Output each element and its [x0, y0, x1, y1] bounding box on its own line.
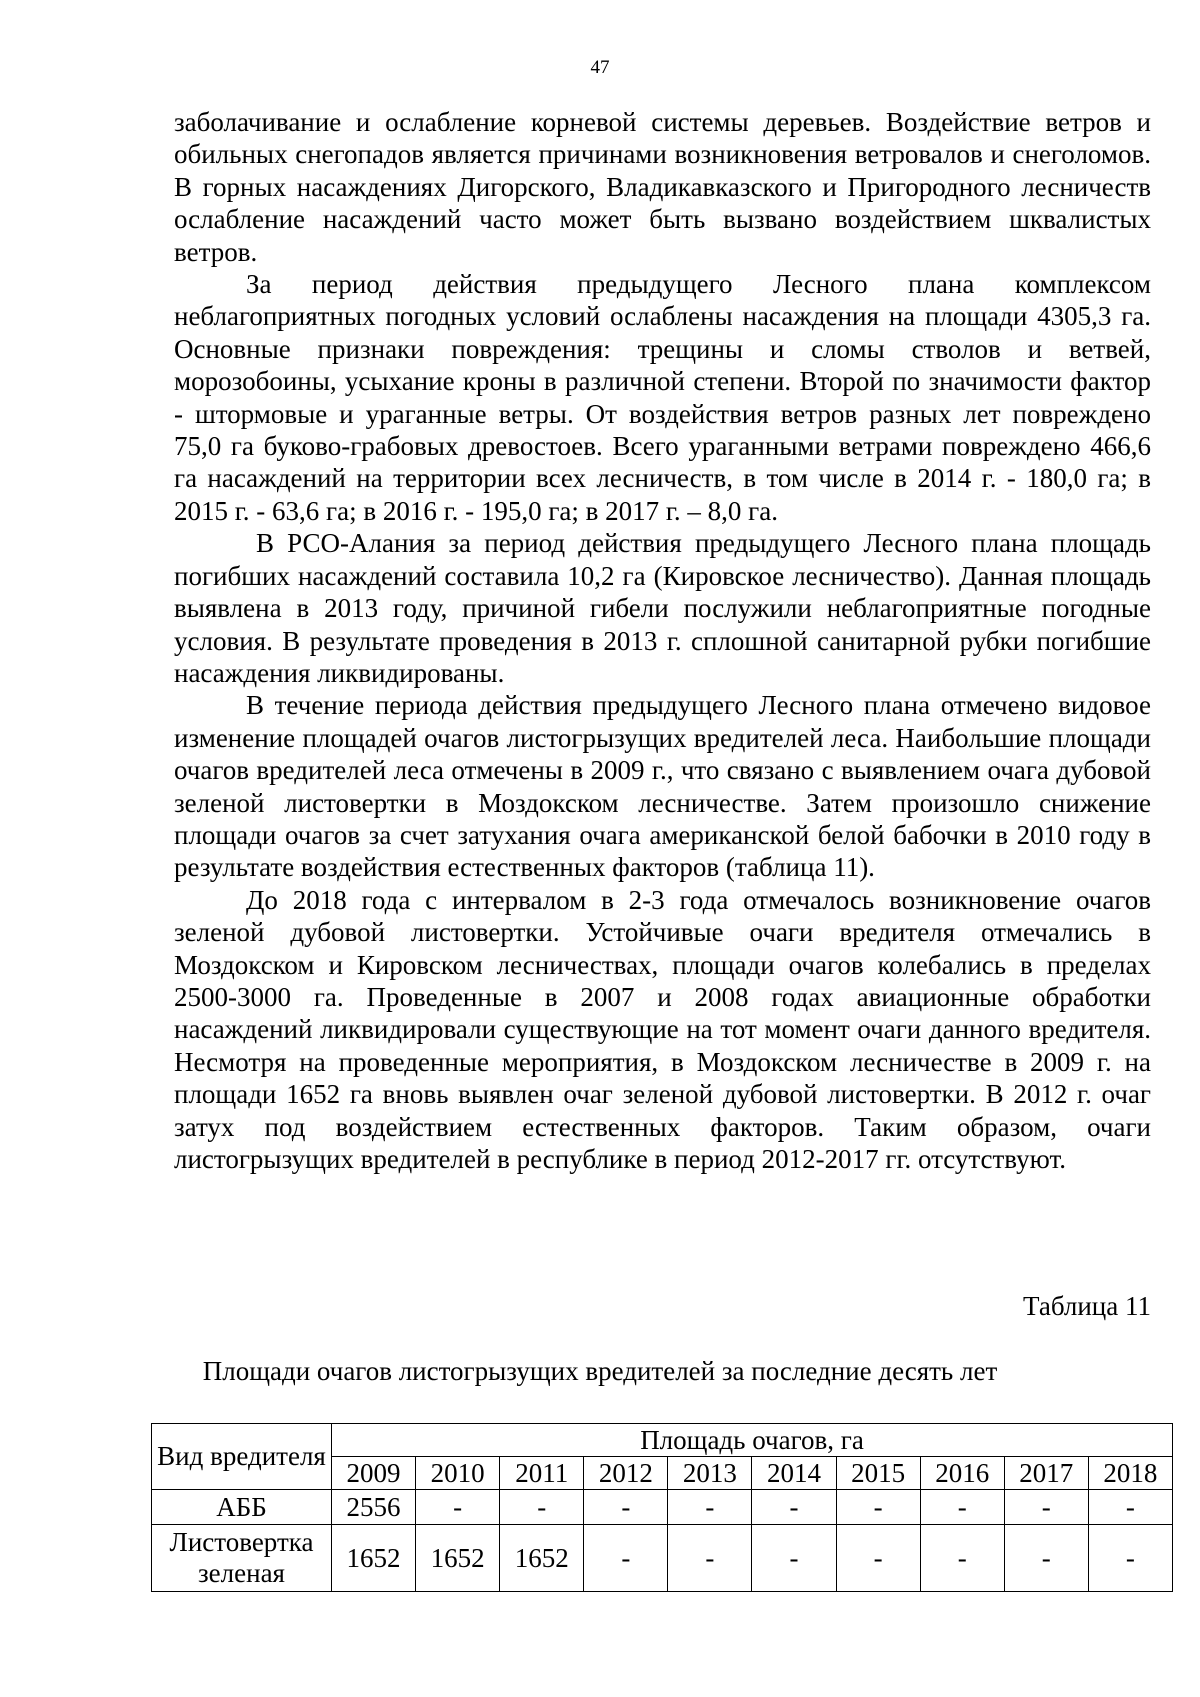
header-pest-type: Вид вредителя	[152, 1424, 332, 1490]
page-number: 47	[590, 57, 610, 78]
value-cell: -	[416, 1490, 500, 1525]
pest-name-cell: Листовертка зеленая	[152, 1525, 332, 1592]
value-cell: -	[1004, 1525, 1088, 1592]
value-cell: -	[920, 1525, 1004, 1592]
value-cell: -	[836, 1525, 920, 1592]
table-label: Таблица 11	[1023, 1291, 1151, 1321]
value-cell: -	[668, 1525, 752, 1592]
table-title: Площади очагов листогрызущих вредителей за последние десять лет	[202, 1356, 998, 1386]
year-cell: 2012	[584, 1457, 668, 1490]
value-cell: -	[1088, 1525, 1172, 1592]
header-area: Площадь очагов, га	[332, 1424, 1173, 1457]
paragraph-2: За период действия предыдущего Лесного плана комплексом неблагоприятных погодных условий ослаблены насаждения на площади 4305,3 га. Основные признаки повреждения: трещины и сломы стволов и ветвей, морозобоины, усыхание кроны в различной степени. Второй по значимости фактор - штормовые и ураганные ветры. От воздействия ветров разных лет повреждено 75,0 га буково-грабовых древостоев. Всего ураганными ветрами повреждено 466,6 га насаждений на территории всех лесничеств, в том числе в 2014 г. - 180,0 га; в 2015 г. - 63,6 га; в 2016 г. - 195,0 га; в 2017 г. – 8,0 га.	[174, 269, 1151, 526]
paragraph-1: заболачивание и ослабление корневой системы деревьев. Воздействие ветров и обильных снегопадов является причинами возникновения ветровалов и снеголомов. В горных насаждениях Дигорского, Владикавказского и Пригородного лесничеств ослабление насаждений часто может быть вызвано воздействием шквалистых ветров.	[174, 107, 1151, 267]
value-cell: -	[584, 1490, 668, 1525]
year-cell: 2015	[836, 1457, 920, 1490]
table-row	[152, 1490, 1173, 1525]
year-cell: 2014	[752, 1457, 836, 1490]
year-cell: 2009	[332, 1457, 416, 1490]
value-cell: -	[668, 1490, 752, 1525]
pest-name-cell: АББ	[152, 1490, 332, 1525]
body-text	[174, 106, 1151, 1175]
year-cell: 2017	[1004, 1457, 1088, 1490]
year-cell: 2013	[668, 1457, 752, 1490]
year-cell: 2011	[500, 1457, 584, 1490]
table-header-row	[152, 1424, 1173, 1457]
value-cell: -	[920, 1490, 1004, 1525]
value-cell: -	[500, 1490, 584, 1525]
value-cell: 1652	[500, 1525, 584, 1592]
value-cell: 1652	[416, 1525, 500, 1592]
value-cell: 2556	[332, 1490, 416, 1525]
year-cell: 2016	[920, 1457, 1004, 1490]
value-cell: -	[1004, 1490, 1088, 1525]
value-cell: -	[752, 1525, 836, 1592]
paragraph-3: В РСО-Алания за период действия предыдущего Лесного плана площадь погибших насаждений составила 10,2 га (Кировское лесничество). Данная площадь выявлена в 2013 году, причиной гибели послужили неблагоприятные погодные условия. В результате проведения в 2013 г. сплошной санитарной рубки погибшие насаждения ликвидированы.	[174, 528, 1151, 688]
value-cell: -	[584, 1525, 668, 1592]
value-cell: -	[836, 1490, 920, 1525]
table-row	[152, 1525, 1173, 1592]
value-cell: -	[1088, 1490, 1172, 1525]
value-cell: 1652	[332, 1525, 416, 1592]
paragraph-5: До 2018 года с интервалом в 2-3 года отмечалось возникновение очагов зеленой дубовой листовертки. Устойчивые очаги вредителя отмечались в Моздокском и Кировском лесничествах, площади очагов колебались в пределах 2500-3000 га. Проведенные в 2007 и 2008 годах авиационные обработки насаждений ликвидировали существующие на тот момент очаги данного вредителя. Несмотря на проведенные мероприятия, в Моздокском лесничестве в 2009 г. на площади 1652 га вновь выявлен очаг зеленой дубовой листовертки. В 2012 г. очаг затух под воздействием естественных факторов. Таким образом, очаги листогрызущих вредителей в республике в период 2012-2017 гг. отсутствуют.	[174, 884, 1151, 1174]
pest-area-table	[151, 1423, 1173, 1592]
year-cell: 2010	[416, 1457, 500, 1490]
value-cell: -	[752, 1490, 836, 1525]
year-cell: 2018	[1088, 1457, 1172, 1490]
paragraph-4: В течение периода действия предыдущего Лесного плана отмечено видовое изменение площадей очагов листогрызущих вредителей леса. Наибольшие площади очагов вредителей леса отмечены в 2009 г., что связано с выявлением очага дубовой зеленой листовертки в Моздокском лесничестве. Затем произошло снижение площади очагов за счет затухания очага американской белой бабочки в 2010 году в результате воздействия естественных факторов (таблица 11).	[174, 690, 1151, 883]
